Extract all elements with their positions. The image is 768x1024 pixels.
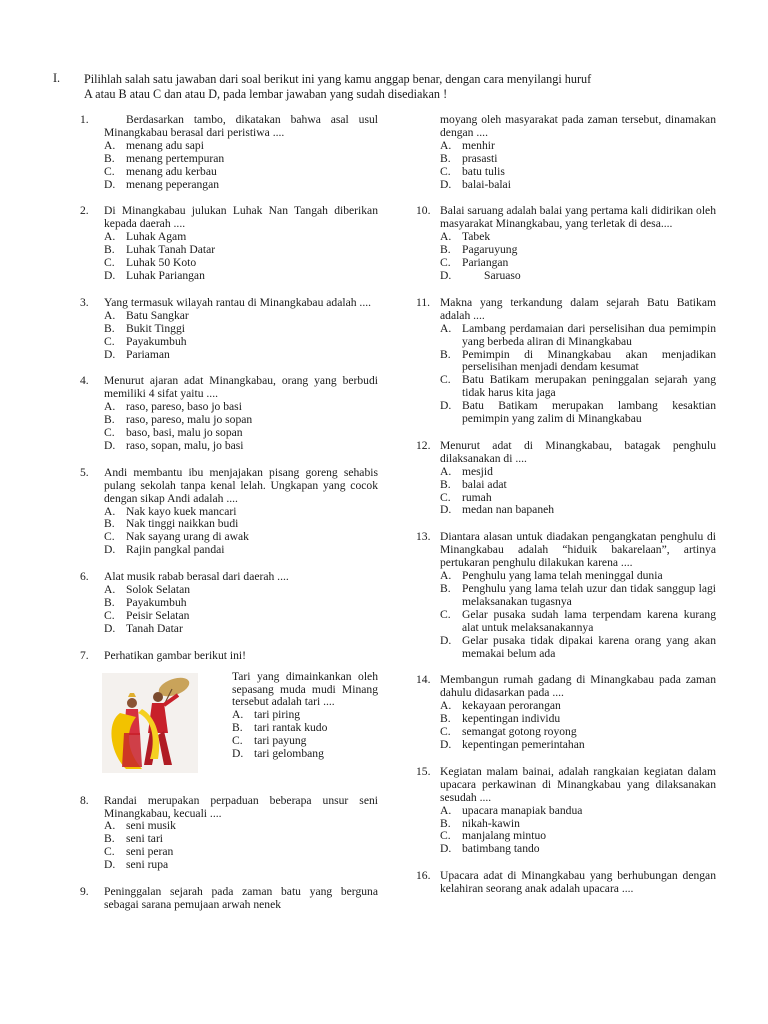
- option-text: Nak kayo kuek mancari: [126, 504, 237, 518]
- left-column: [80, 114, 378, 926]
- option-letter: C.: [104, 256, 115, 270]
- option-b[interactable]: [104, 323, 378, 336]
- option-text: balai-balai: [462, 177, 511, 191]
- option-letter: A.: [104, 504, 116, 518]
- option-letter: A.: [440, 803, 452, 817]
- option-d[interactable]: [232, 748, 378, 761]
- option-c[interactable]: [440, 374, 716, 400]
- option-text: Saruaso: [484, 268, 521, 282]
- option-text: raso, pareso, baso jo basi: [126, 400, 242, 414]
- option-text: Tabek: [462, 230, 491, 244]
- option-c[interactable]: [104, 427, 378, 440]
- question-text: moyang oleh masyarakat pada zaman tersebut, dinamakan dengan ....: [440, 113, 716, 139]
- question-text: Randai merupakan perpaduan beberapa unsur seni Minangkabau, kecuali ....: [104, 793, 378, 820]
- option-text: tari piring: [254, 708, 301, 722]
- option-text: Batu Batikam merupakan peninggalan sejarah yang tidak harus kita jaga: [462, 373, 716, 400]
- option-d[interactable]: [440, 179, 716, 192]
- option-letter: D.: [440, 842, 452, 856]
- option-a[interactable]: [440, 805, 716, 818]
- option-text: Peisir Selatan: [126, 608, 190, 622]
- option-a[interactable]: [440, 466, 716, 479]
- option-letter: D.: [104, 858, 116, 872]
- option-text: tari payung: [254, 734, 307, 748]
- option-letter: D.: [440, 633, 452, 647]
- option-text: kepentingan pemerintahan: [462, 737, 585, 751]
- option-letter: B.: [104, 517, 115, 531]
- question-2: [80, 205, 378, 282]
- option-letter: C.: [440, 725, 451, 739]
- option-letter: C.: [104, 608, 115, 622]
- option-d[interactable]: [104, 179, 378, 192]
- section-instruction: [84, 72, 746, 101]
- option-letter: A.: [104, 583, 116, 597]
- question-number: 9.: [80, 885, 89, 899]
- question-12: [416, 440, 716, 517]
- question-number: 2.: [80, 204, 89, 218]
- question-number: 16.: [416, 869, 431, 883]
- option-letter: B.: [440, 712, 451, 726]
- question-6: [80, 571, 378, 636]
- option-letter: C.: [104, 334, 115, 348]
- question-7-body: [102, 671, 378, 773]
- options: [104, 231, 378, 283]
- question-16: [416, 870, 716, 896]
- option-c[interactable]: [104, 336, 378, 349]
- option-letter: A.: [440, 321, 452, 335]
- question-number: 11.: [416, 295, 431, 309]
- option-text: kepentingan individu: [462, 712, 561, 726]
- option-b[interactable]: [440, 349, 716, 375]
- question-text: Tari yang dimainkankan oleh sepasang muda mudi Minang tersebut adalah tari ....: [232, 669, 378, 709]
- right-column: [416, 114, 716, 910]
- option-text: kekayaan perorangan: [462, 699, 561, 713]
- question-number: 4.: [80, 374, 89, 388]
- question-7: [80, 650, 378, 773]
- option-d[interactable]: [104, 440, 378, 453]
- question-11: [416, 297, 716, 426]
- option-text: Batu Batikam merupakan lambang kesaktian pemimpin yang zalim di Minangkabau: [462, 399, 716, 426]
- option-text: tari gelombang: [254, 747, 324, 761]
- option-letter: A.: [440, 464, 452, 478]
- option-letter: A.: [104, 400, 116, 414]
- question-text: Kegiatan malam bainai, adalah rangkaian kegiatan dalam upacara perkawinan di Minangkabau yang dilaksanakan sesudah ....: [440, 764, 716, 804]
- option-letter: D.: [232, 747, 244, 761]
- option-d[interactable]: [104, 270, 378, 283]
- question-7-text: [232, 671, 378, 773]
- option-text: balai adat: [462, 477, 507, 491]
- option-text: seni musik: [126, 819, 176, 833]
- option-letter: B.: [104, 832, 115, 846]
- option-text: Nak sayang urang di awak: [126, 530, 249, 544]
- option-text: Batu Sangkar: [126, 308, 189, 322]
- option-a[interactable]: [104, 310, 378, 323]
- option-text: batimbang tando: [462, 842, 540, 856]
- question-number: 12.: [416, 438, 431, 452]
- option-letter: D.: [104, 177, 116, 191]
- option-letter: D.: [104, 347, 116, 361]
- option-letter: C.: [232, 734, 243, 748]
- options: [104, 820, 378, 872]
- option-letter: B.: [232, 721, 243, 735]
- option-d[interactable]: [440, 504, 716, 517]
- option-text: Luhak Tanah Datar: [126, 243, 216, 257]
- instruction-line-2: A atau B atau C dan atau D, pada lembar jawaban yang sudah disediakan !: [84, 86, 448, 101]
- options: [232, 709, 378, 761]
- option-text: Pemimpin di Minangkabau akan menjadikan perselisihan menjadi dendam kesumat: [462, 347, 716, 374]
- option-text: baso, basi, malu jo sopan: [126, 426, 243, 440]
- option-letter: A.: [104, 819, 116, 833]
- option-text: seni peran: [126, 845, 174, 859]
- options: [104, 140, 378, 192]
- option-letter: C.: [440, 373, 451, 387]
- option-d[interactable]: [440, 843, 716, 856]
- option-letter: A.: [440, 230, 452, 244]
- question-8: [80, 795, 378, 872]
- option-c[interactable]: [104, 610, 378, 623]
- option-letter: D.: [104, 543, 116, 557]
- dance-photo: [102, 673, 198, 773]
- option-letter: B.: [104, 151, 115, 165]
- instruction-line-1: Pilihlah salah satu jawaban dari soal berikut ini yang kamu anggap benar, dengan cara menyilangi huruf: [84, 72, 592, 86]
- option-text: prasasti: [462, 151, 498, 165]
- question-text: Peninggalan sejarah pada zaman batu yang berguna sebagai sarana pemujaan arwah nenek: [104, 885, 378, 911]
- option-letter: C.: [104, 164, 115, 178]
- option-c[interactable]: [440, 257, 716, 270]
- question-3: [80, 297, 378, 362]
- option-letter: B.: [104, 321, 115, 335]
- option-text: Nak tinggi naikkan budi: [126, 517, 239, 531]
- option-letter: B.: [104, 413, 115, 427]
- option-b[interactable]: [104, 597, 378, 610]
- option-text: menang pertempuran: [126, 151, 225, 165]
- option-text: upacara manapiak bandua: [462, 803, 583, 817]
- option-d[interactable]: [440, 635, 716, 661]
- question-9-continued: [416, 114, 716, 191]
- option-d[interactable]: [104, 544, 378, 557]
- option-text: Solok Selatan: [126, 583, 191, 597]
- option-text: Gelar pusaka sudah lama terpendam karena kurang alat untuk melaksanakannya: [462, 607, 716, 634]
- option-text: medan nan bapaneh: [462, 503, 555, 517]
- option-text: Pagaruyung: [462, 243, 518, 257]
- question-number: 7.: [80, 648, 89, 662]
- option-text: raso, pareso, malu jo sopan: [126, 413, 253, 427]
- question-number: 15.: [416, 764, 431, 778]
- option-text: Rajin pangkal pandai: [126, 543, 225, 557]
- option-letter: D.: [440, 268, 452, 282]
- option-text: seni tari: [126, 832, 164, 846]
- option-letter: A.: [104, 138, 116, 152]
- options: [440, 466, 716, 518]
- options: [104, 310, 378, 362]
- option-text: rumah: [462, 490, 492, 504]
- question-text: Yang termasuk wilayah rantau di Minangkabau adalah ....: [104, 295, 372, 309]
- options: [104, 584, 378, 636]
- option-a[interactable]: [440, 323, 716, 349]
- options: [440, 700, 716, 752]
- option-text: Luhak Pariangan: [126, 268, 205, 282]
- option-letter: A.: [104, 230, 116, 244]
- option-letter: C.: [440, 490, 451, 504]
- option-b[interactable]: [104, 153, 378, 166]
- question-text: Diantara alasan untuk diadakan pengangkatan penghulu di Minangkabau adalah “hiduik bakarelaan”, artinya pertukaran penghulu dilakukan karena ....: [440, 530, 716, 570]
- option-a[interactable]: [440, 140, 716, 153]
- option-text: Luhak Agam: [126, 230, 187, 244]
- question-number: 14.: [416, 673, 431, 687]
- option-letter: D.: [440, 503, 452, 517]
- question-10: [416, 205, 716, 282]
- option-text: nikah-kawin: [462, 816, 520, 830]
- option-b[interactable]: [440, 153, 716, 166]
- option-a[interactable]: [104, 140, 378, 153]
- question-4: [80, 375, 378, 452]
- option-c[interactable]: [104, 166, 378, 179]
- option-d[interactable]: [440, 400, 716, 426]
- options: [440, 570, 716, 660]
- question-text: Upacara adat di Minangkabau yang berhubungan dengan kelahiran seorang anak adalah upacara ....: [440, 869, 716, 896]
- question-number: 13.: [416, 530, 431, 544]
- question-text: Menurut ajaran adat Minangkabau, orang yang berbudi memiliki 4 sifat yaitu ....: [104, 374, 378, 401]
- options: [440, 231, 716, 283]
- option-text: Penghulu yang lama telah meninggal dunia: [462, 569, 663, 583]
- option-letter: B.: [440, 243, 451, 257]
- option-letter: B.: [440, 477, 451, 491]
- option-text: raso, sopan, malu, jo basi: [126, 438, 244, 452]
- question-15: [416, 766, 716, 856]
- question-number: 6.: [80, 570, 89, 584]
- option-letter: A.: [104, 308, 116, 322]
- option-text: batu tulis: [462, 164, 505, 178]
- option-text: Penghulu yang lama telah uzur dan tidak sanggup lagi melaksanakan tugasnya: [462, 582, 716, 608]
- option-text: menhir: [462, 138, 495, 152]
- question-number: 3.: [80, 295, 89, 309]
- option-text: menang adu kerbau: [126, 164, 217, 178]
- question-number: 10.: [416, 204, 431, 218]
- question-9: [80, 886, 378, 912]
- option-text: seni rupa: [126, 858, 169, 872]
- question-text: Makna yang terkandung dalam sejarah Batu Batikam adalah ....: [440, 295, 716, 322]
- question-number: 1.: [80, 113, 89, 126]
- option-letter: B.: [440, 816, 451, 830]
- option-letter: D.: [440, 177, 452, 191]
- option-letter: B.: [440, 151, 451, 165]
- option-letter: A.: [232, 708, 244, 722]
- option-letter: C.: [104, 845, 115, 859]
- question-5: [80, 467, 378, 557]
- option-letter: B.: [440, 347, 451, 361]
- question-text: Balai saruang adalah balai yang pertama kali didirikan oleh masyarakat Minangkabau, yang terletak di desa....: [440, 204, 716, 231]
- question-text: Di Minangkabau julukan Luhak Nan Tangah diberikan kepada daerah ....: [104, 204, 378, 231]
- option-text: Pariangan: [462, 256, 509, 270]
- option-text: Bukit Tinggi: [126, 321, 185, 335]
- option-letter: B.: [104, 243, 115, 257]
- option-letter: D.: [104, 438, 116, 452]
- option-text: menang adu sapi: [126, 138, 204, 152]
- option-letter: A.: [440, 699, 452, 713]
- option-d[interactable]: [104, 859, 378, 872]
- option-letter: B.: [104, 596, 115, 609]
- option-text: manjalang mintuo: [462, 829, 547, 843]
- question-text: Perhatikan gambar berikut ini!: [104, 648, 246, 662]
- option-d[interactable]: [440, 270, 716, 283]
- question-text: Andi membantu ibu menjajakan pisang goreng sehabis pulang sekolah tanpa kenal lelah. Ungkapan yang cocok dengan sikap Andi adalah ....: [104, 465, 378, 505]
- question-1: [80, 114, 378, 191]
- option-text: Gelar pusaka tidak dipakai karena orang yang akan memakai belum ada: [462, 633, 716, 660]
- option-text: semangat gotong royong: [462, 725, 577, 739]
- option-b[interactable]: [440, 479, 716, 492]
- option-c[interactable]: [440, 609, 716, 635]
- option-letter: C.: [440, 164, 451, 178]
- option-text: menang peperangan: [126, 177, 220, 191]
- question-text: Menurut adat di Minangkabau, batagak penghulu dilaksanakan di ....: [440, 438, 716, 465]
- option-letter: C.: [104, 530, 115, 544]
- question-number: 5.: [80, 465, 89, 479]
- option-d[interactable]: [104, 623, 378, 636]
- option-letter: A.: [440, 138, 452, 152]
- option-letter: C.: [440, 607, 451, 621]
- option-letter: D.: [104, 621, 116, 635]
- option-text: Lambang perdamaian dari perselisihan dua pemimpin yang berbeda aliran di Minangkabau: [462, 321, 716, 348]
- option-letter: C.: [440, 256, 451, 270]
- options: [440, 323, 716, 426]
- option-text: Payakumbuh: [126, 334, 187, 348]
- question-number: 8.: [80, 793, 89, 807]
- option-text: Pariaman: [126, 347, 170, 361]
- option-letter: D.: [440, 737, 452, 751]
- option-letter: C.: [104, 426, 115, 440]
- option-text: Payakumbuh: [126, 596, 187, 609]
- option-d[interactable]: [440, 739, 716, 752]
- option-text: Tanah Datar: [126, 621, 183, 635]
- option-text: tari rantak kudo: [254, 721, 328, 735]
- options: [104, 401, 378, 453]
- options: [440, 140, 716, 192]
- options: [104, 506, 378, 558]
- question-13: [416, 531, 716, 660]
- option-letter: D.: [104, 268, 116, 282]
- option-d[interactable]: [104, 349, 378, 362]
- option-text: mesjid: [462, 464, 493, 478]
- question-text: Membangun rumah gadang di Minangkabau pada zaman dahulu didasarkan pada ....: [440, 673, 716, 700]
- option-letter: A.: [440, 569, 452, 583]
- section-number: I.: [53, 71, 61, 85]
- option-text: Luhak 50 Koto: [126, 256, 197, 270]
- option-letter: B.: [440, 582, 451, 595]
- option-c[interactable]: [440, 166, 716, 179]
- options: [440, 805, 716, 857]
- option-letter: C.: [440, 829, 451, 843]
- option-b[interactable]: [440, 583, 716, 609]
- question-14: [416, 674, 716, 751]
- question-text: Berdasarkan tambo, dikatakan bahwa asal usul Minangkabau berasal dari peristiwa ....: [104, 113, 378, 139]
- question-text: Alat musik rabab berasal dari daerah ....: [104, 570, 289, 584]
- option-letter: D.: [440, 399, 452, 413]
